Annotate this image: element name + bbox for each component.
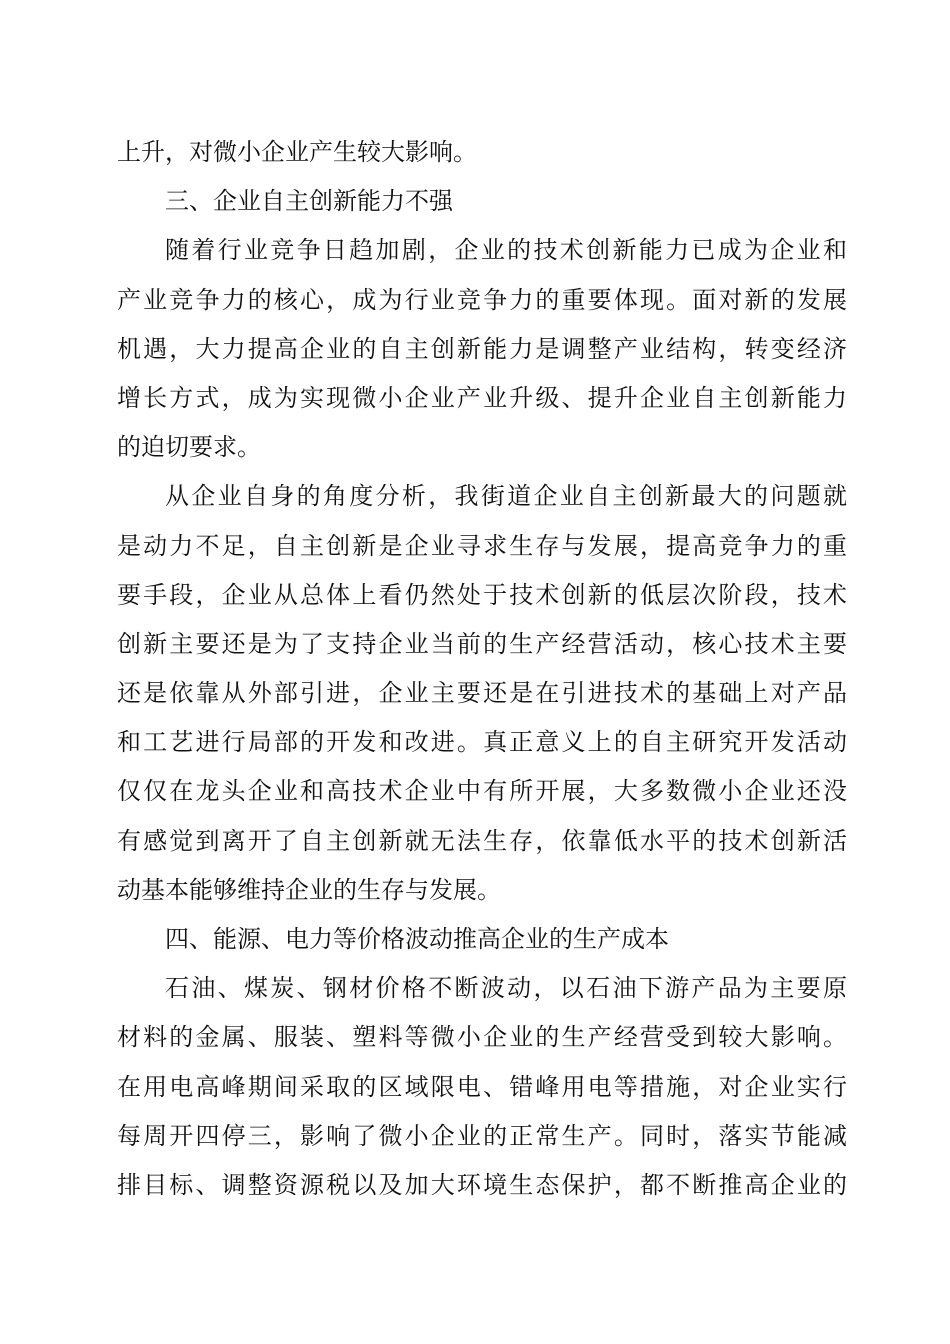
- text-line: 的迫切要求。: [117, 433, 261, 462]
- text-line: 要手段，企业从总体上看仍然处于技术创新的低层次阶段，技术: [117, 580, 847, 609]
- text-line: 和工艺进行局部的开发和改进。真正意义上的自主研究开发活动: [117, 728, 847, 757]
- text-line: 每周开四停三，影响了微小企业的正常生产。同时，落实节能减: [117, 1121, 847, 1150]
- text-line: 产业竞争力的核心，成为行业竞争力的重要体现。面对新的发展: [117, 285, 847, 314]
- text-line: 机遇，大力提高企业的自主创新能力是调整产业结构，转变经济: [117, 334, 847, 363]
- text-line: 仅仅在龙头企业和高技术企业中有所开展，大多数微小企业还没: [117, 777, 847, 806]
- paragraph-first-line: 三、企业自主创新能力不强: [165, 187, 453, 216]
- text-line: 增长方式，成为实现微小企业产业升级、提升企业自主创新能力: [117, 383, 847, 412]
- text-line: 动基本能够维持企业的生存与发展。: [117, 875, 501, 904]
- document-body: [117, 128, 847, 1210]
- text-line: 创新主要还是为了支持企业当前的生产经营活动，核心技术主要: [117, 629, 847, 658]
- text-line: 材料的金属、服装、塑料等微小企业的生产经营受到较大影响。: [117, 1023, 847, 1052]
- text-line: 上升，对微小企业产生较大影响。: [117, 138, 477, 166]
- text-line: 排目标、调整资源税以及加大环境生态保护，都不断推高企业的: [117, 1170, 847, 1199]
- text-line: 在用电高峰期间采取的区域限电、错峰用电等措施，对企业实行: [117, 1072, 847, 1101]
- paragraph-first-line: 石油、煤炭、钢材价格不断波动，以石油下游产品为主要原: [165, 974, 847, 1003]
- paragraph-first-line: 随着行业竞争日趋加剧，企业的技术创新能力已成为企业和: [165, 236, 847, 265]
- paragraph-first-line: 从企业自身的角度分析，我街道企业自主创新最大的问题就: [165, 482, 847, 511]
- text-line: 有感觉到离开了自主创新就无法生存，依靠低水平的技术创新活: [117, 826, 847, 855]
- text-line: 还是依靠从外部引进，企业主要还是在引进技术的基础上对产品: [117, 679, 847, 708]
- paragraph-first-line: 四、能源、电力等价格波动推高企业的生产成本: [165, 925, 669, 953]
- text-line: 是动力不足，自主创新是企业寻求生存与发展，提高竞争力的重: [117, 531, 847, 560]
